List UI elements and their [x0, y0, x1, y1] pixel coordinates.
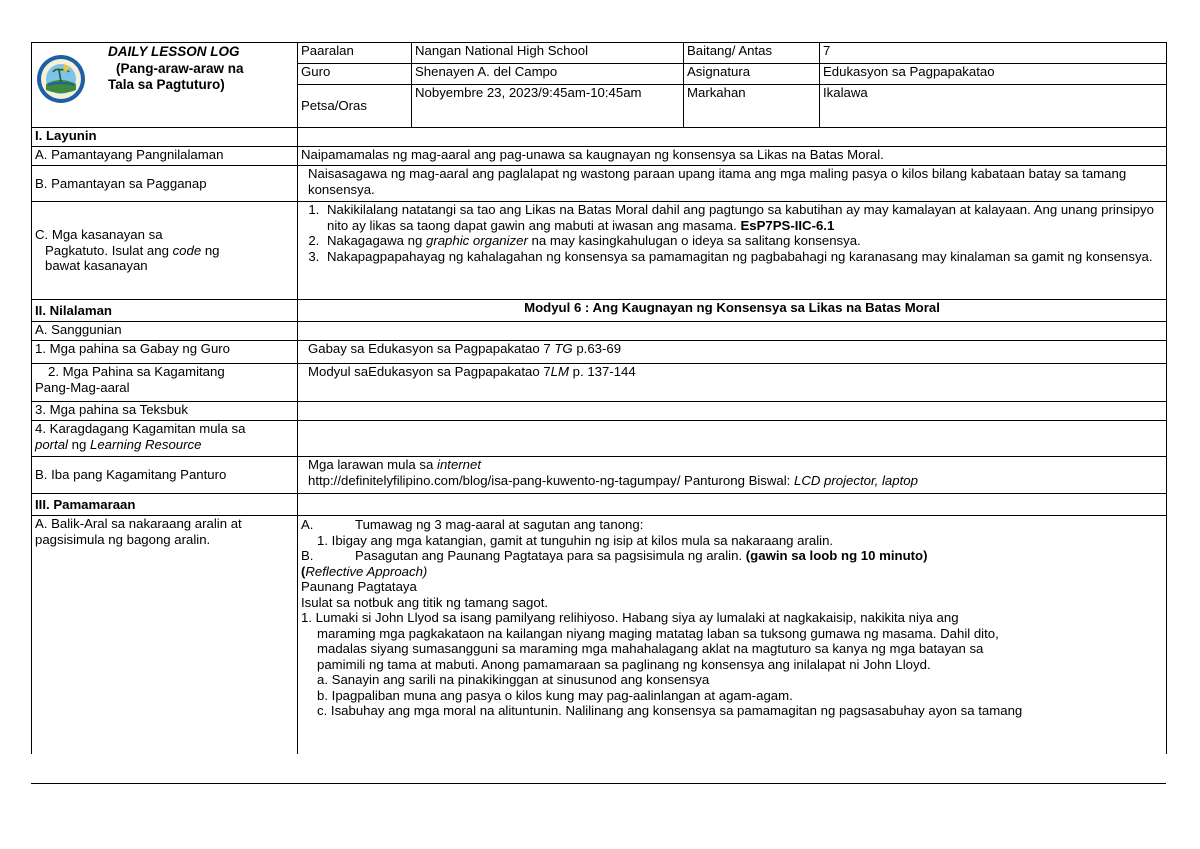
label-pamantayang-pangnilalaman: A. Pamantayang Pangnilalaman [32, 147, 298, 166]
label-iba-pang-kagamitan: B. Iba pang Kagamitang Panturo [32, 457, 298, 494]
label-balik-aral: A. Balik-Aral sa nakaraang aralin at pagsisimula ng bagong aralin. [32, 516, 298, 754]
label-petsa: Petsa/Oras [298, 85, 412, 128]
value-paaralan: Nangan National High School [412, 43, 684, 64]
value-asignatura: Edukasyon sa Pagpapakatao [820, 64, 1167, 85]
section-nilalaman-heading: II. Nilalaman [32, 300, 298, 322]
label-karagdagang-kagamitan: 4. Karagdagang Kagamitan mula sa portal ng Learning Resource [32, 421, 298, 457]
label-paaralan: Paaralan [298, 43, 412, 64]
choice-c: c. Isabuhay ang mga moral na alituntunin. Nalilinang ang konsensya sa pamamagitan ng pagsasabuhay ayon sa tamang [317, 703, 1023, 718]
label-asignatura: Asignatura [684, 64, 820, 85]
objective-item: 3. Nakapagpapahayag ng kahalagahan ng konsensya sa pamamagitan ng pagbabahagi ng karanasang may kinalaman sa gamit ng konsensya. [323, 249, 1163, 265]
question-item: 1. Lumaki si John Llyod sa isang pamilyang relihiyoso. Habang siya ay lumalaki at nagkakaisip, nakikita niya ang [301, 610, 959, 625]
objective-item: 2. Nakagagawa ng graphic organizer na may kasingkahulugan o ideya sa salitang konsensya. [323, 233, 1163, 249]
label-kagamitang-pang-mag-aaral: 2. Mga Pahina sa Kagamitang Pang-Mag-aaral [32, 364, 298, 402]
balik-aral-content: A. Tumawag ng 3 mag-aaral at sagutan ang tanong: 1. Ibigay ang mga katangian, gamit at tunguhin ng isip at kilos mula sa nakaraang aralin. B. Pasagutan ang Paunang Pagtataya para sa pagsisimula ng aralin. (gawin sa loob ng 10 minuto) (Reflective Approach) Paunang Pagtataya Isulat sa notbuk ang titik ng tamang sagot. 1. Lumaki si John Llyod sa isang pamilyang relihiyoso. Habang siya ay lumalaki at nagkakaisip, nakikita niya ang maraming mga pagkakataon na kailangan niyang maging matatag laban sa tuksong gumawa ng masama. Dahil dito, madalas siyang sumasangguni sa maraming mga mahahalagang aklat na magtuturo sa kanya ng mga batayan sa pamimili ng tama at mabuti. Anong pamamaraan sa paglinang ng konsensya ang inilalapat ni John Lloyd. a. Sanayin ang sarili na pinakikinggan at sinusunod ang konsensya b. Ipagpaliban muna ang pasya o kilos kung may pag-aalinlangan at agam-agam. c. Isabuhay ang mga moral na alituntunin. Nalilinang ang konsensya sa pamamagitan ng pagsasabuhay ayon sa tamang [298, 516, 1167, 754]
empty-cell [298, 128, 1167, 147]
label-pamantayan-sa-pagganap: B. Pamantayan sa Pagganap [32, 166, 298, 202]
competency-code: EsP7PS-IIC-6.1 [740, 217, 835, 233]
empty-cell [298, 402, 1167, 421]
page-bottom-rule [31, 783, 1166, 784]
label-gabay-ng-guro: 1. Mga pahina sa Gabay ng Guro [32, 341, 298, 364]
value-petsa: Nobyembre 23, 2023/9:45am-10:45am [412, 85, 684, 128]
label-sanggunian: A. Sanggunian [32, 322, 298, 341]
empty-cell [298, 494, 1167, 516]
objectives-list [301, 202, 1163, 264]
choice-b: b. Ipagpaliban muna ang pasya o kilos kung may pag-aalinlangan at agam-agam. [317, 687, 793, 703]
label-guro: Guro [298, 64, 412, 85]
choice-a: a. Sanayin ang sarili na pinakikinggan at sinusunod ang konsensya [317, 672, 710, 687]
document-title: DAILY LESSON LOG [108, 44, 240, 59]
value-baitang: 7 [820, 43, 1167, 64]
resource-url: http://definitelyfilipino.com/blog/isa-pang-kuwento-ng-tagumpay/ Panturong Biswal: [308, 472, 795, 488]
label-markahan: Markahan [684, 85, 820, 128]
module-title: Modyul 6 : Ang Kaugnayan ng Konsensya sa Likas na Batas Moral [298, 300, 1167, 322]
document-subtitle: (Pang-araw-araw na Tala sa Pagtuturo) [108, 61, 244, 92]
header-title-cell [32, 43, 298, 128]
objectives-list-cell [298, 202, 1167, 300]
text-iba-pang-kagamitan: Mga larawan mula sa internet http://definitelyfilipino.com/blog/isa-pang-kuwento-ng-tagumpay/ Panturong Biswal: LCD projector, laptop [298, 457, 1167, 494]
text-pamantayan-sa-pagganap: Naisasagawa ng mag-aaral ang paglalapat ng wastong paraan upang itama ang mga maling pasya o kilos bilang kabataan batay sa tamang konsensya. [298, 166, 1167, 202]
label-baitang: Baitang/ Antas [684, 43, 820, 64]
text-pamantayang-pangnilalaman: Naipamamalas ng mag-aaral ang pag-unawa sa kaugnayan ng konsensya sa Likas na Batas Moral. [298, 147, 1167, 166]
value-guro: Shenayen A. del Campo [412, 64, 684, 85]
daily-lesson-log [31, 42, 1166, 754]
objective-item: 1. Nakikilalang natatangi sa tao ang Likas na Batas Moral dahil ang pagtungo sa kabutihan ay may kamalayan at kalayaan. Ang unang prinsipyo nito ay likas sa taong dapat gawin ang mabuti at iwasan ang masama. EsP7PS-IIC-6.1 [323, 202, 1163, 233]
label-mga-kasanayan: C. Mga kasanayan sa Pagkatuto. Isulat ang code ng bawat kasanayan [32, 202, 298, 300]
value-markahan: Ikalawa [820, 85, 1167, 128]
school-seal-logo [36, 54, 86, 104]
text-kagamitang-pang-mag-aaral: Modyul saEdukasyon sa Pagpapakatao 7LM p. 137-144 [298, 364, 1167, 402]
label-teksbuk: 3. Mga pahina sa Teksbuk [32, 402, 298, 421]
empty-cell [298, 421, 1167, 457]
empty-cell [298, 322, 1167, 341]
text-gabay-ng-guro: Gabay sa Edukasyon sa Pagpapakatao 7 TG p.63-69 [298, 341, 1167, 364]
section-pamamaraan-heading: III. Pamamaraan [32, 494, 298, 516]
lesson-log-table [31, 42, 1167, 754]
section-layunin-heading: I. Layunin [32, 128, 298, 147]
